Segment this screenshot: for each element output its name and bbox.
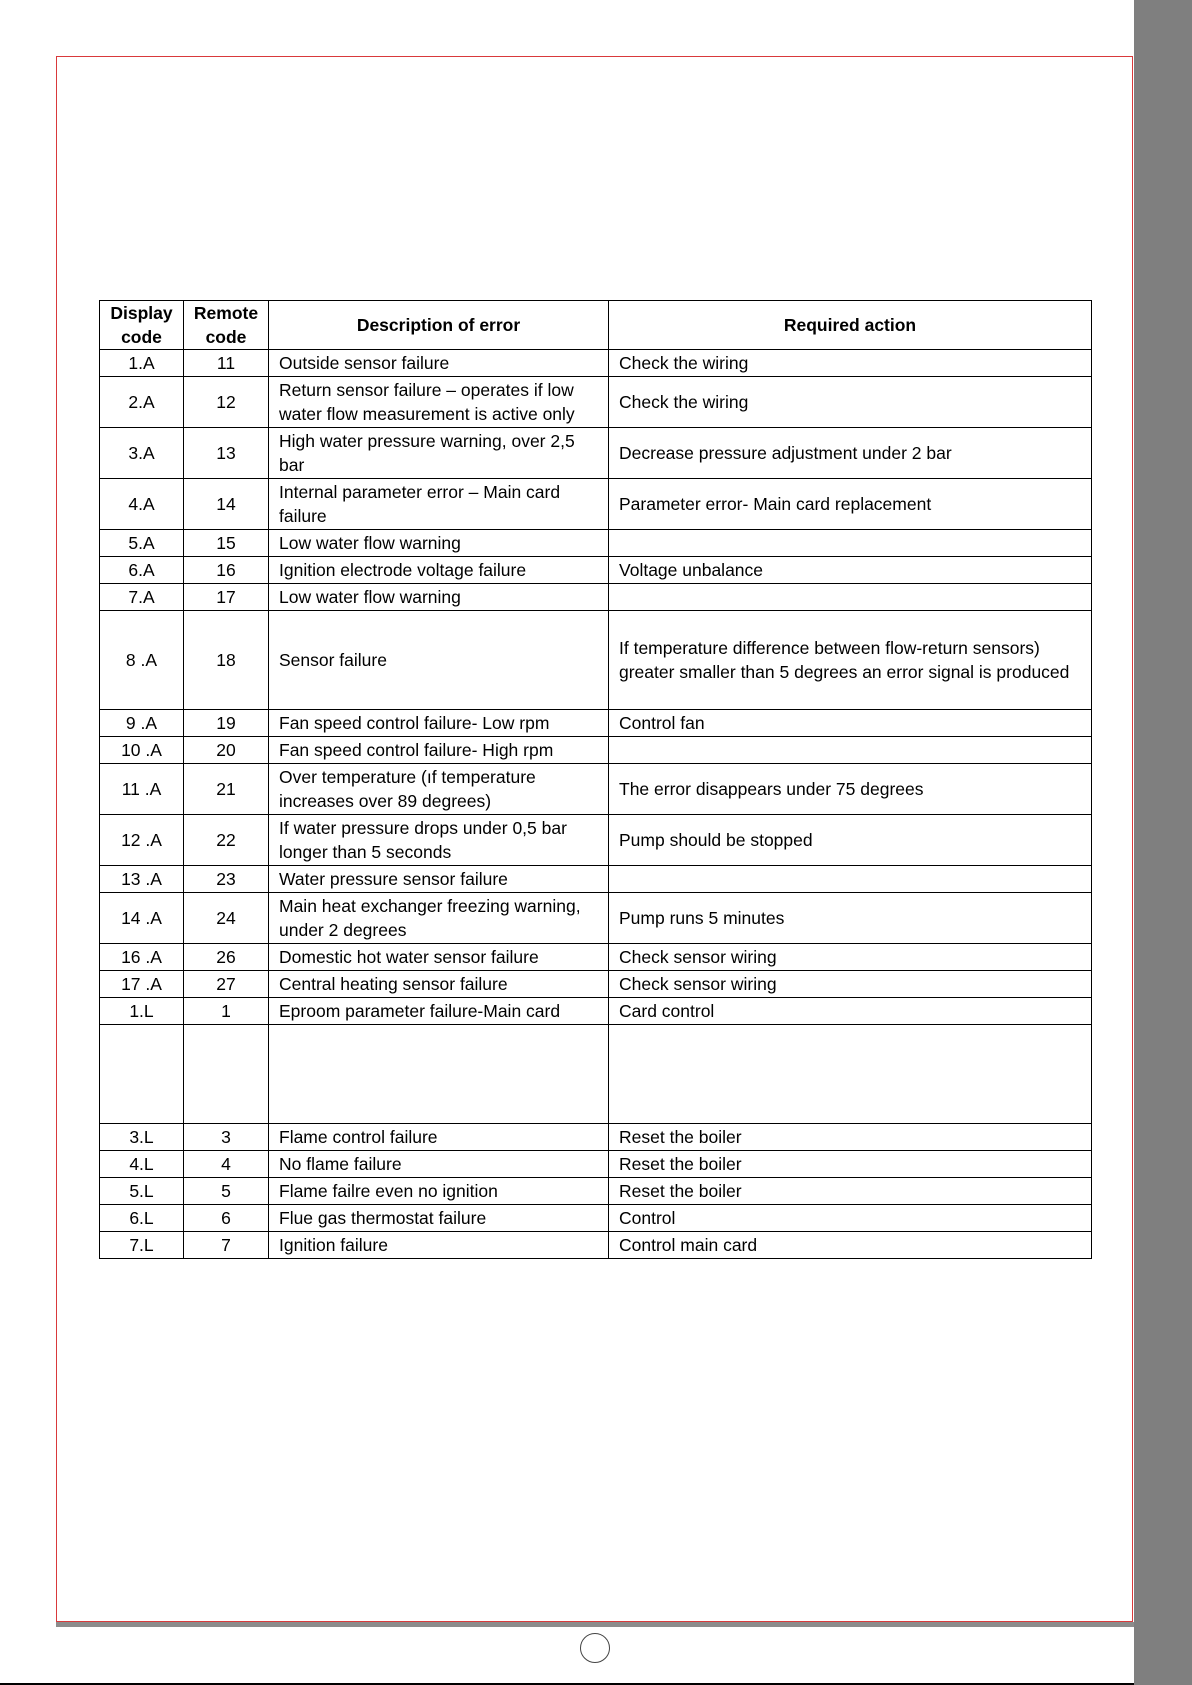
description-cell: Internal parameter error – Main card failure	[269, 479, 609, 530]
description-cell: Main heat exchanger freezing warning, under 2 degrees	[269, 893, 609, 944]
table-row	[100, 1124, 1092, 1151]
display-code-cell: 5.L	[100, 1178, 184, 1205]
description-cell: Over temperature (ıf temperature increases over 89 degrees)	[269, 764, 609, 815]
action-cell: Check the wiring	[609, 377, 1092, 428]
remote-code-cell: 21	[184, 764, 269, 815]
remote-code-cell: 4	[184, 1151, 269, 1178]
action-cell: Check the wiring	[609, 350, 1092, 377]
remote-code-cell: 3	[184, 1124, 269, 1151]
display-code-cell: 11 .A	[100, 764, 184, 815]
display-code-cell: 14 .A	[100, 893, 184, 944]
remote-code-cell: 7	[184, 1232, 269, 1259]
remote-code-cell: 20	[184, 737, 269, 764]
description-cell: No flame failure	[269, 1151, 609, 1178]
display-code-cell: 6.A	[100, 557, 184, 584]
display-code-cell: 4.A	[100, 479, 184, 530]
action-cell: The error disappears under 75 degrees	[609, 764, 1092, 815]
remote-code-cell: 24	[184, 893, 269, 944]
table-row	[100, 428, 1092, 479]
action-cell: Card control	[609, 998, 1092, 1025]
remote-code-cell: 5	[184, 1178, 269, 1205]
table-row	[100, 998, 1092, 1025]
action-cell: Parameter error- Main card replacement	[609, 479, 1092, 530]
display-code-cell	[100, 1025, 184, 1124]
table-row	[100, 944, 1092, 971]
table-row	[100, 584, 1092, 611]
action-cell: Voltage unbalance	[609, 557, 1092, 584]
action-cell	[609, 866, 1092, 893]
description-cell: Ignition failure	[269, 1232, 609, 1259]
description-cell: If water pressure drops under 0,5 bar longer than 5 seconds	[269, 815, 609, 866]
remote-code-cell: 6	[184, 1205, 269, 1232]
remote-code-cell: 26	[184, 944, 269, 971]
error-codes-table	[99, 300, 1092, 1259]
table-row	[100, 557, 1092, 584]
table-row	[100, 815, 1092, 866]
remote-code-cell: 11	[184, 350, 269, 377]
display-code-cell: 7.L	[100, 1232, 184, 1259]
description-cell: Low water flow warning	[269, 530, 609, 557]
remote-code-cell: 18	[184, 611, 269, 710]
right-margin-bar	[1134, 0, 1192, 1685]
action-cell: Decrease pressure adjustment under 2 bar	[609, 428, 1092, 479]
header-display-code: Display code	[100, 301, 184, 350]
table-row	[100, 710, 1092, 737]
action-cell: Pump should be stopped	[609, 815, 1092, 866]
action-cell: Reset the boiler	[609, 1124, 1092, 1151]
display-code-cell: 2.A	[100, 377, 184, 428]
display-code-cell: 1.A	[100, 350, 184, 377]
display-code-cell: 13 .A	[100, 866, 184, 893]
description-cell: Flame control failure	[269, 1124, 609, 1151]
remote-code-cell: 22	[184, 815, 269, 866]
table-row	[100, 1151, 1092, 1178]
header-required-action: Required action	[609, 301, 1092, 350]
action-cell	[609, 530, 1092, 557]
remote-code-cell: 15	[184, 530, 269, 557]
table-row	[100, 866, 1092, 893]
description-cell: Outside sensor failure	[269, 350, 609, 377]
display-code-cell: 3.L	[100, 1124, 184, 1151]
bottom-rule	[56, 1622, 1134, 1627]
remote-code-cell: 16	[184, 557, 269, 584]
action-cell	[609, 584, 1092, 611]
remote-code-cell: 12	[184, 377, 269, 428]
display-code-cell: 12 .A	[100, 815, 184, 866]
display-code-cell: 8 .A	[100, 611, 184, 710]
action-cell: Control	[609, 1205, 1092, 1232]
table-row	[100, 377, 1092, 428]
remote-code-cell: 1	[184, 998, 269, 1025]
action-cell	[609, 1025, 1092, 1124]
page-number-circle	[580, 1633, 610, 1663]
action-cell: If temperature difference between flow-return sensors) greater smaller than 5 degrees an error signal is produced	[609, 611, 1092, 710]
description-cell: Flue gas thermostat failure	[269, 1205, 609, 1232]
display-code-cell: 17 .A	[100, 971, 184, 998]
remote-code-cell	[184, 1025, 269, 1124]
table-row	[100, 1178, 1092, 1205]
display-code-cell: 7.A	[100, 584, 184, 611]
remote-code-cell: 27	[184, 971, 269, 998]
display-code-cell: 3.A	[100, 428, 184, 479]
description-cell: Flame failre even no ignition	[269, 1178, 609, 1205]
description-cell: Return sensor failure – operates if low water flow measurement is active only	[269, 377, 609, 428]
table-header-row	[100, 301, 1092, 350]
remote-code-cell: 19	[184, 710, 269, 737]
description-cell: Sensor failure	[269, 611, 609, 710]
table-row	[100, 971, 1092, 998]
display-code-cell: 10 .A	[100, 737, 184, 764]
remote-code-cell: 13	[184, 428, 269, 479]
action-cell: Reset the boiler	[609, 1151, 1092, 1178]
action-cell: Reset the boiler	[609, 1178, 1092, 1205]
description-cell	[269, 1025, 609, 1124]
description-cell: Ignition electrode voltage failure	[269, 557, 609, 584]
table-row	[100, 893, 1092, 944]
display-code-cell: 5.A	[100, 530, 184, 557]
display-code-cell: 6.L	[100, 1205, 184, 1232]
table-row	[100, 479, 1092, 530]
action-cell: Control main card	[609, 1232, 1092, 1259]
remote-code-cell: 17	[184, 584, 269, 611]
description-cell: Low water flow warning	[269, 584, 609, 611]
table-row	[100, 350, 1092, 377]
action-cell	[609, 737, 1092, 764]
table-row	[100, 611, 1092, 710]
table-row	[100, 737, 1092, 764]
description-cell: Eproom parameter failure-Main card	[269, 998, 609, 1025]
display-code-cell: 4.L	[100, 1151, 184, 1178]
action-cell: Pump runs 5 minutes	[609, 893, 1092, 944]
action-cell: Control fan	[609, 710, 1092, 737]
header-description: Description of error	[269, 301, 609, 350]
display-code-cell: 1.L	[100, 998, 184, 1025]
action-cell: Check sensor wiring	[609, 971, 1092, 998]
description-cell: Fan speed control failure- High rpm	[269, 737, 609, 764]
table-row	[100, 1232, 1092, 1259]
table-row-empty	[100, 1025, 1092, 1124]
description-cell: Central heating sensor failure	[269, 971, 609, 998]
remote-code-cell: 23	[184, 866, 269, 893]
remote-code-cell: 14	[184, 479, 269, 530]
description-cell: Fan speed control failure- Low rpm	[269, 710, 609, 737]
description-cell: Water pressure sensor failure	[269, 866, 609, 893]
action-cell: Check sensor wiring	[609, 944, 1092, 971]
description-cell: High water pressure warning, over 2,5 bar	[269, 428, 609, 479]
table-row	[100, 764, 1092, 815]
description-cell: Domestic hot water sensor failure	[269, 944, 609, 971]
header-remote-code: Remote code	[184, 301, 269, 350]
table-row	[100, 530, 1092, 557]
display-code-cell: 16 .A	[100, 944, 184, 971]
table-row	[100, 1205, 1092, 1232]
display-code-cell: 9 .A	[100, 710, 184, 737]
